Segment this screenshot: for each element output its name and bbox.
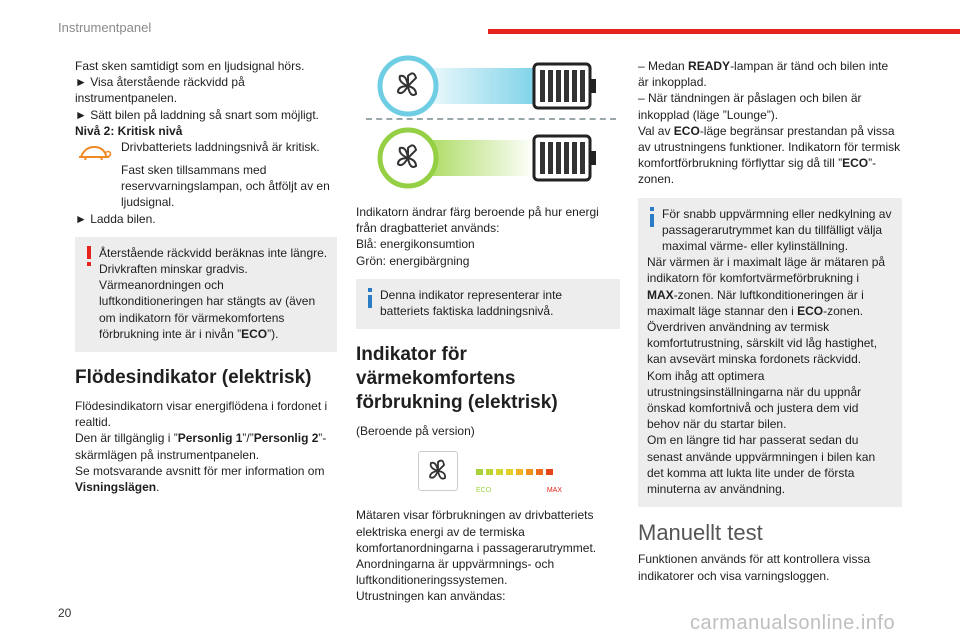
thermal-gauge (476, 465, 562, 498)
flow-indicator-graphic (356, 52, 620, 196)
battery-turtle-warning-icon (75, 141, 113, 163)
info-icon (647, 206, 657, 228)
level2-heading: Nivå 2: Kritisk nivå (75, 123, 183, 138)
text-span: ECO (673, 123, 700, 138)
text-span: ECO (797, 303, 824, 318)
gauge-labels (476, 483, 562, 499)
instruction: ► Sätt bilen på laddning så snart som möjligt. (75, 107, 320, 122)
thermal-gauge-illustration (356, 443, 620, 503)
text-span: – Medan (638, 59, 689, 73)
text-span: Återstående räckvidd beräknas inte längre. Drivkraften minskar gradvis. Värmeanordningen och luftkonditioneringen har stängts av (även om indikatorn för värmekomfortens förbrukning inte är i nivån ” (99, 245, 328, 341)
text-span: Visningslägen (75, 480, 157, 495)
info-text (647, 254, 893, 319)
text-span: -zonen. När luftkonditioneringen är i maximalt läge stannar den i (647, 287, 864, 318)
column-left (75, 58, 337, 495)
text-span: Den är tillgänglig i ” (75, 431, 178, 446)
text-span: När värmen är i maximalt läge är mätaren på indikatorn för komfortvärmeförbrukning i (647, 255, 886, 286)
text-span: . (156, 480, 160, 495)
section-heading: Flödesindikator (elektrisk) (75, 367, 312, 389)
paragraph: Fast sken samtidigt som en ljudsignal hörs. (75, 59, 305, 73)
eco-label: ECO (476, 486, 492, 494)
warning-note-box (75, 237, 337, 352)
info-text: Denna indikator representerar inte batteriets faktiska laddningsnivå. (380, 287, 563, 319)
column-middle (356, 52, 620, 605)
list-item: – När tändningen är påslagen och bilen är inkopplad (läge ”Lounge”). (638, 91, 862, 122)
text-span: Personlig 1 (177, 431, 243, 446)
section-heading: Manuellt test (638, 520, 763, 546)
gauge-segments (476, 469, 562, 477)
text-span: ”-skärmlägen på instrumentpanelen. (75, 431, 327, 462)
page-number: 20 (58, 606, 72, 620)
divider-dashed (366, 118, 616, 120)
section-heading: Indikator för värmekomfortens förbrukning (elektrisk) (356, 344, 558, 414)
header-title: Instrumentpanel (58, 20, 152, 35)
text-span: MAX (647, 287, 674, 302)
text-span: ”-zonen. (638, 156, 877, 187)
paragraph: Grön: energibärgning (356, 253, 470, 268)
text-span: Fast sken tillsammans med reservvarningslampan, och åtföljt av en ljudsignal. (121, 163, 330, 210)
exclamation-icon (84, 245, 94, 267)
max-label: MAX (546, 486, 562, 494)
text-span: Personlig 2 (253, 431, 319, 446)
text-span: ECO (842, 156, 869, 171)
paragraph: Flödesindikatorn visar energiflödena i fordonet i realtid. (75, 399, 328, 430)
column-right (638, 58, 902, 584)
text-span: -zonen. (823, 303, 864, 318)
info-text: Överdriven användning av termisk komfortutrustning, särskilt vid låg hastighet, kan avsevärt minska fordonets räckvidd. (647, 320, 878, 367)
text-span: READY (688, 59, 731, 73)
text-span: Val av (638, 123, 674, 138)
info-text: Kom ihåg att optimera utrustningsinställningarna när du uppnår önskad komfortnivå och justera dem vid behov när du startar bilen. (647, 368, 862, 432)
text-span: ”). (267, 326, 279, 341)
flow-indicator-illustration (356, 52, 620, 196)
warning-text (84, 245, 328, 342)
text-span: -läge begränsar prestandan på vissa av utrustningens funktioner. Indikatorn för termisk komfortförbrukning förflyttar sig då till ” (638, 123, 901, 171)
instruction: ► Visa återstående räckvidd på instrumentpanelen. (75, 75, 245, 106)
info-note-box (356, 279, 620, 329)
paragraph: Utrustningen kan användas: (356, 589, 506, 604)
level2-warning-row (75, 139, 337, 163)
info-icon (365, 287, 375, 309)
header-accent-bar (488, 29, 960, 34)
paragraph: Indikatorn ändrar färg beroende på hur energi från dragbatteriet används: (356, 205, 599, 236)
paragraph (75, 463, 337, 495)
text-span: ECO (241, 326, 268, 341)
info-note-box (638, 198, 902, 508)
info-text: För snabb uppvärmning eller nedkylning av passagerarutrymmet kan du tillfälligt välja maximal värme- eller kylinställning. (662, 206, 892, 254)
paragraph (75, 162, 337, 211)
fan-icon (419, 452, 457, 490)
text-span: Se motsvarande avsnitt för mer information om (75, 463, 325, 478)
text-span: -lampan är tänd och bilen inte är inkopplad. (638, 59, 889, 90)
paragraph (75, 430, 337, 462)
paragraph: Blå: energikonsumtion (356, 237, 475, 252)
info-text: Om en längre tid har passerat sedan du senast använde uppvärmningen i bilen kan det komma att lukta lite under de första minuterna av användning. (647, 433, 876, 497)
paragraph (638, 123, 902, 188)
paragraph: Drivbatteriets laddningsnivå är kritisk. (121, 140, 320, 155)
paragraph: Anordningarna är uppvärmnings- och luftkonditioneringssystemen. (356, 557, 555, 588)
text-span: ”/” (242, 431, 254, 446)
paragraph: Mätaren visar förbrukningen av drivbatteriets elektriska energi av de termiska komfortanordningarna i passagerarutrymmet. (356, 508, 597, 555)
list-item (638, 58, 902, 90)
instruction: ► Ladda bilen. (75, 211, 156, 226)
version-note: (Beroende på version) (356, 424, 475, 439)
fan-icon-box (418, 451, 458, 491)
watermark: carmanualsonline.info (690, 612, 896, 634)
paragraph: Funktionen används för att kontrollera vissa indikatorer och visa varningsloggen. (638, 552, 871, 583)
